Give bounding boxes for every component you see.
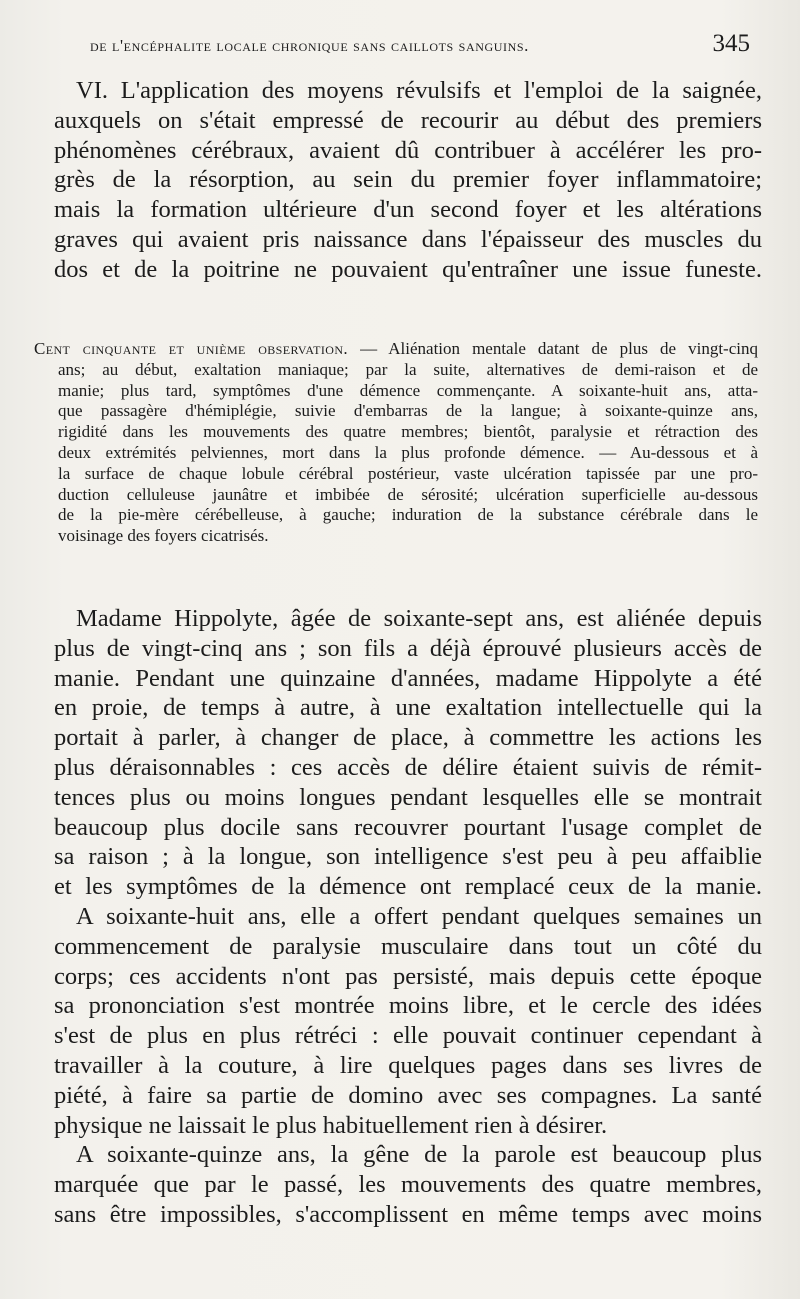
- observation-heading-rest: — Aliénation mentale datant de plus de vingt-cinq: [348, 339, 758, 358]
- text-line: sans être impossibles, s'accomplissent en même temps avec moins: [54, 1200, 762, 1228]
- text-line: en proie, de temps à autre, à une exaltation intellectuelle qui la: [54, 694, 762, 722]
- text-line: travailler à la couture, à lire quelques pages dans ses livres de: [54, 1051, 762, 1079]
- text-line: A soixante-quinze ans, la gêne de la parole est beaucoup plus: [76, 1141, 762, 1169]
- text-line: VI. L'application des moyens révulsifs et l'emploi de la saignée,: [76, 77, 762, 104]
- observation-heading: Cent cinquante et unième observation.: [34, 339, 349, 358]
- observation-first-line: [34, 339, 758, 360]
- text-line: que passagère d'hémiplégie, suivie d'embarras de la langue; à soixante-quinze ans,: [58, 401, 758, 421]
- text-line: grès de la résorption, au sein du premier foyer inflammatoire;: [54, 166, 762, 194]
- section-vi-paragraph: [54, 76, 762, 285]
- text-line: et les symptômes de la démence ont remplacé ceux de la manie.: [54, 873, 762, 901]
- text-line: portait à parler, à changer de place, à commettre les actions les: [54, 724, 762, 752]
- running-title: de l'encéphalite locale chronique sans caillots sanguins.: [90, 36, 530, 55]
- text-line: phénomènes cérébraux, avaient dû contribuer à accélérer les pro-: [54, 136, 762, 164]
- text-line: manie; plus tard, symptômes d'une démence commençante. A soixante-huit ans, atta-: [58, 380, 758, 400]
- text-line: dos et de la poitrine ne pouvaient qu'entraîner une issue funeste.: [54, 255, 762, 283]
- case-narrative: [54, 604, 762, 1230]
- text-line: rigidité dans les mouvements des quatre membres; bientôt, paralysie et rétraction des: [58, 422, 758, 442]
- text-line: ans; au début, exaltation maniaque; par la suite, alternatives de demi-raison et de: [58, 359, 758, 379]
- text-line: graves qui avaient pris naissance dans l'épaisseur des muscles du: [54, 225, 762, 253]
- text-line: physique ne laissait le plus habituellement rien à désirer.: [54, 1111, 608, 1139]
- page-number: 345: [712, 30, 750, 57]
- text-line: auxquels on s'était empressé de recourir au début des premiers: [54, 106, 762, 134]
- text-line: duction celluleuse jaunâtre et imbibée de sérosité; ulcération superficielle au-dessous: [58, 484, 758, 504]
- text-line: A soixante-huit ans, elle a offert pendant quelques semaines un: [76, 902, 762, 930]
- text-line: sa prononciation s'est montrée moins libre, et le cercle des idées: [54, 992, 762, 1020]
- text-line: deux extrémités pelviennes, mort dans la plus profonde démence. — Au-dessous et à: [58, 442, 758, 462]
- text-line: la surface de chaque lobule cérébral postérieur, vaste ulcération tapissée par une pro-: [58, 463, 758, 483]
- text-line: sa raison ; à la longue, son intelligence s'est peu à peu affaiblie: [54, 843, 762, 871]
- text-line: de la pie-mère cérébelleuse, à gauche; induration de la substance cérébrale dans le: [58, 505, 758, 525]
- text-line: beaucoup plus docile sans recouvrer pourtant l'usage complet de: [54, 813, 762, 841]
- text-line: voisinage des foyers cicatrisés.: [58, 526, 269, 546]
- text-line: plus de vingt-cinq ans ; son fils a déjà éprouvé plusieurs accès de: [54, 634, 762, 662]
- text-line: marquée que par le passé, les mouvements des quatre membres,: [54, 1171, 762, 1199]
- text-line: plus déraisonnables : ces accès de délire étaient suivis de rémit-: [54, 753, 762, 781]
- text-line: commencement de paralysie musculaire dans tout un côté du: [54, 932, 762, 960]
- text-line: piété, à faire sa partie de domino avec ses compagnes. La santé: [54, 1081, 762, 1109]
- text-line: manie. Pendant une quinzaine d'années, madame Hippolyte a été: [54, 664, 762, 692]
- text-line: s'est de plus en plus rétréci : elle pouvait continuer cependant à: [54, 1022, 762, 1050]
- page-header: [90, 30, 750, 60]
- text-line: Madame Hippolyte, âgée de soixante-sept ans, est aliénée depuis: [76, 605, 762, 632]
- observation-summary: [34, 339, 758, 547]
- text-line: corps; ces accidents n'ont pas persisté, mais depuis cette époque: [54, 962, 762, 990]
- text-line: mais la formation ultérieure d'un second foyer et les altérations: [54, 196, 762, 224]
- text-line: tences plus ou moins longues pendant lesquelles elle se montrait: [54, 783, 762, 811]
